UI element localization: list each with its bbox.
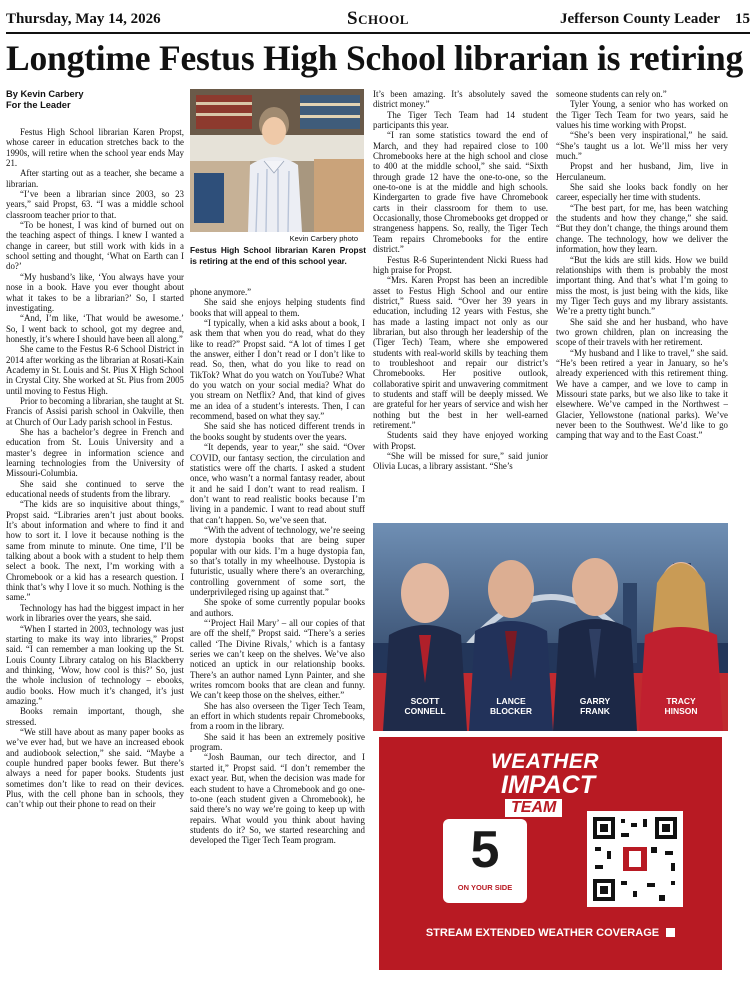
article-paragraph: She said she enjoys helping students find books that will appeal to them. <box>190 297 365 318</box>
header-rule <box>6 32 750 34</box>
article-paragraph: “Mrs. Karen Propst has been an incredible asset to Festus High School and our entire district,” Ruess said. “Over her 39 years in education, including 12 years with Festus, she has made a lasting impact not only as our librarian, but also through her leadership of the (Tiger Tech) Team, where she empowered students with real-world skills by teaching them to troubleshoot and repair our district’s Chromebooks. Her positive outlook, collaborative spirit and unwavering commitment to students and staff will be deeply missed. We are grateful for her years of service and wish her nothing but the best in her well-earned retirement.” <box>373 275 548 430</box>
article-paragraph: After starting out as a teacher, she became a librarian. <box>6 168 184 189</box>
article-paragraph: Propst and her husband, Jim, live in Herculaneum. <box>556 161 728 182</box>
qr-code-icon <box>587 811 683 907</box>
running-header <box>6 8 750 30</box>
byline-org: For the Leader <box>6 100 71 110</box>
article-paragraph: “‘Project Hail Mary’ – all our copies of that are off the shelf,” Propst said. “There’s a series called ‘The Divine Rivals,’ which is a fantasy series we can’t keep on the shelves. We’ve also noticed an uptick in our relationship books. There’s an author named Lynn Painter, and she writes romcom books that are clean and funny. We can’t keep those on the shelves, either.” <box>190 618 365 701</box>
article-paragraph: The Tiger Tech Team had 14 student participants this year. <box>373 109 548 131</box>
article-paragraph: She came to the Festus R-6 School District in 2014 after working as the librarian at Rosati-Kain Academy in St. Louis and St. Pius X High School in Crystal City. She worked at St. Pius from 2005 until moving to Festus High. <box>6 344 184 396</box>
anchor-name-4: TRACY HINSON <box>664 696 698 716</box>
channel-5-logo <box>443 819 527 903</box>
article-paragraph: “I’ve been a librarian since 2003, so 23 years,” said Propst, 63. “I was a middle school classroom teacher prior to that. <box>6 189 184 220</box>
article-paragraph: She said she continued to serve the educational needs of students from the library. <box>6 478 184 500</box>
article-paragraph: Festus R-6 Superintendent Nicki Ruess had high praise for Propst. <box>373 254 548 275</box>
column-1-body <box>6 127 184 810</box>
column-2-body <box>190 287 365 846</box>
byline-author: By Kevin Carbery <box>6 89 84 99</box>
article-column-1 <box>6 89 184 977</box>
article-paragraph: She said she and her husband, who have two grown children, plan on increasing the scope of their travels with her retirement. <box>556 316 728 348</box>
anchor-name-2: LANCE BLOCKER <box>489 696 533 716</box>
paper-and-page <box>560 11 750 28</box>
section-name: School <box>347 8 409 29</box>
article-paragraph: It’s been amazing. It’s absolutely saved the district money.” <box>373 89 548 110</box>
article-paragraph: “I typically, when a kid asks about a book, I ask them that when you do read, what do they like to read?” Propst said. “A lot of times I get the answer, either I don’t read or I don’t like to read. So, then, what do you like to read on TikTok? What do you watch on YouTube? What do you watch on your social media? What do you stream on Netflix? And, that kind of gives me an idea of a student’s interests. Then, I can recommend, based on what they say.” <box>190 318 365 422</box>
column-3-body <box>373 89 548 472</box>
weather-impact-line-2: IMPACT <box>501 771 595 799</box>
article-paragraph: “The best part, for me, has been watching the students and how they change,” she said. “But they don’t change, the things around them change. The technology, how we deliver the information, how they learn. <box>556 202 728 255</box>
article-paragraph: Tyler Young, a senior who has worked on the Tiger Tech Team for two years, said he values his time working with Propst. <box>556 99 728 131</box>
article-paragraph: “The kids are so inquisitive about things,” Propst said. “Libraries aren’t just about books. It’s about information and where to find it and how to sort it. I love it because nothing is the same from minute to minute. One time, I’ll be talking about a book with a student to help them select a book. The next, I’m working with a Chromebook or a kid has a research question. I think that’s why I love it so much. Nothing is the same.” <box>6 499 184 603</box>
article-paragraph: She has a bachelor’s degree in French and education from St. Louis University and a master’s degree in information science and learning technologies from the University of Missouri-Columbia. <box>6 426 184 479</box>
photo-caption: Festus High School librarian Karen Propst is retiring at the end of this school year. <box>190 245 366 266</box>
article-paragraph: someone students can rely on.” <box>556 89 667 99</box>
article-column-3 <box>373 89 548 514</box>
play-square-icon <box>666 928 675 937</box>
byline <box>6 89 184 111</box>
issue-date: Thursday, May 14, 2026 <box>6 11 161 27</box>
article-paragraph: “But the kids are still kids. How we build relationships with them is probably the most important thing. And that’s what I’m going to miss the most, is just being with the kids, like my Tiger Tech guys and my library assistants. We’re a pretty tight bunch.” <box>556 254 728 317</box>
article-paragraph: Students said they have enjoyed working with Propst. <box>373 430 548 451</box>
librarian-photo <box>190 89 364 232</box>
photo-credit: Kevin Carbery photo <box>289 234 358 243</box>
article-paragraph: “When I started in 2003, technology was just starting to make its way into libraries,” Propst said. “I can remember a man looking up the St. Louis County Library catalog on his Blackberry and thinking, ‘Wow, how cool is this?’ So, just the whole inclusion of technology – ebooks, audio books. How much it’s changed, it’s just amazing.” <box>6 623 184 706</box>
article-paragraph: “To be honest, I was kind of burned out on the teaching aspect of things. I knew I wanted a change in career, but still work with kids in a school setting and thought, ‘What on Earth can I do?’ <box>6 220 184 272</box>
weather-impact-ad[interactable] <box>379 737 722 970</box>
channel-5-tagline: ON YOUR SIDE <box>457 883 513 892</box>
article-paragraph: “We still have about as many paper books as we’ve ever had, but we have an increased ebook and audiobook selection,” she said. “Maybe a couple hundred paper books fewer. But there’s always a need for paper books. Students just sometimes don’t like to read on their devices. Plus, with the cell phone ban in schools, they can’t whip out their phone to read on their <box>6 726 184 810</box>
weather-team-ad-photo[interactable] <box>373 523 728 731</box>
article-paragraph: She said it has been an extremely positive program. <box>190 731 365 753</box>
article-paragraph: “With the advent of technology, we’re seeing more dystopia books that are being super popular with our kids. I’m a huge dystopia fan, so that’s totally in my wheelhouse. Dystopia is futuristic, usually where there’s an overarching, controlling government of some sort, the underprivileged rising up against that.” <box>190 524 365 597</box>
article-paragraph: Festus High School librarian Karen Propst, whose career in education stretches back to the 1990s, will retire when the school year ends May 21. <box>6 127 184 169</box>
weather-impact-line-3: TEAM <box>505 799 562 817</box>
article-paragraph: She has also overseen the Tiger Tech Team, an effort in which students repair Chromebooks, from a room in the library. <box>190 700 365 732</box>
anchor-name-3: GARRY FRANK <box>579 696 611 716</box>
channel-5-number: 5 <box>470 821 500 879</box>
article-column-2 <box>190 287 365 977</box>
article-paragraph: “And, I’m like, ‘That would be awesome.’ So, I went back to school, got my degree and, honestly, it’s where I should have been all along.” <box>6 313 184 344</box>
article-paragraph: She spoke of some currently popular books and authors. <box>190 597 365 618</box>
weather-impact-line-1: WEATHER <box>491 750 600 773</box>
stream-cta[interactable] <box>379 927 722 939</box>
article-paragraph: phone anymore.” <box>190 287 252 297</box>
article-column-4 <box>556 89 728 514</box>
article-paragraph: She said she looks back fondly on her career, especially her time with students. <box>556 182 728 203</box>
article-paragraph: Books remain important, though, she stressed. <box>6 706 184 727</box>
paper-name: Jefferson County Leader <box>560 11 720 27</box>
article-paragraph: “She’s been very inspirational,” he said. “She’s taught us a lot. We’ll miss her very much.” <box>556 130 728 162</box>
headline: Longtime Festus High School librarian is retiring <box>6 38 744 78</box>
article-paragraph: Technology has had the biggest impact in her work in libraries over the years, she said. <box>6 602 184 624</box>
article-paragraph: “It depends, year to year,” she said. “Over COVID, our fantasy section, the circulation and statistics were off the charts. I asked a student once, who wasn’t a normal fantasy reader, about it and he said I don’t want to read realism. I don’t want to read realistic books because I’m living in a pandemic. I want to read about stuff that can’t happen. So, we’ve seen that. <box>190 442 365 525</box>
stream-cta-label: STREAM EXTENDED WEATHER COVERAGE <box>425 927 660 939</box>
article-paragraph: She said she has noticed different trends in the books sought by students over the years. <box>190 421 365 442</box>
qr-code[interactable] <box>587 811 683 907</box>
anchor-name-1: SCOTT CONNELL <box>404 696 446 716</box>
article-paragraph: “My husband and I like to travel,” she said. “He’s been retired a year in January, so he’s already experienced with this retirement thing. We have a camper, and we love to camp in Missouri state parks, but we also like to take it elsewhere. We’ve camped in the Northwest – Glacier, Yellowstone (national parks). We’ve never been to the Southwest. We’d like to go camping that way and to the East Coast.” <box>556 347 728 441</box>
weather-impact-logo <box>491 751 621 817</box>
librarian-photo-art <box>190 89 364 232</box>
article-paragraph: “I ran some statistics toward the end of March, and they had repaired close to 100 Chromebooks here at the high school and close to 400 at the middle school,” she said. “Sixth through grade 12 have the one-to-one, so the one-to-one is at the middle and high schools. Kindergarten to grade five have Chromebook carts in their classroom for them to use. Occasionally, those Chromebooks get dropped or strangeness happens. So, really, the Tiger Tech Team repairs Chromebooks for the entire district.” <box>373 130 548 255</box>
page-number: 15 <box>735 11 750 27</box>
article-paragraph: “My husband’s like, ‘You always have your nose in a book. Have you ever thought about what it takes to be a librarian?’ So, I started investigating. <box>6 271 184 313</box>
article-paragraph: “She will be missed for sure,” said junior Olivia Lucas, a library assistant. “She’s <box>373 451 548 472</box>
column-4-body <box>556 89 728 441</box>
article-paragraph: Prior to becoming a librarian, she taught at St. Francis of Assisi parish school in Oakville, then at Church of Our Lady parish school in Festus. <box>6 395 184 427</box>
article-paragraph: “Josh Bauman, our tech director, and I started it,” Propst said. “I don’t remember the exact year. But, when the decision was made for each student to have a Chromebook and go one-to-one (each student given a Chromebook), he said there’s no way we’re going to keep up with repairs. What would you think about having students do it? So, we started researching and developed the Tiger Tech Team program. <box>190 752 365 846</box>
